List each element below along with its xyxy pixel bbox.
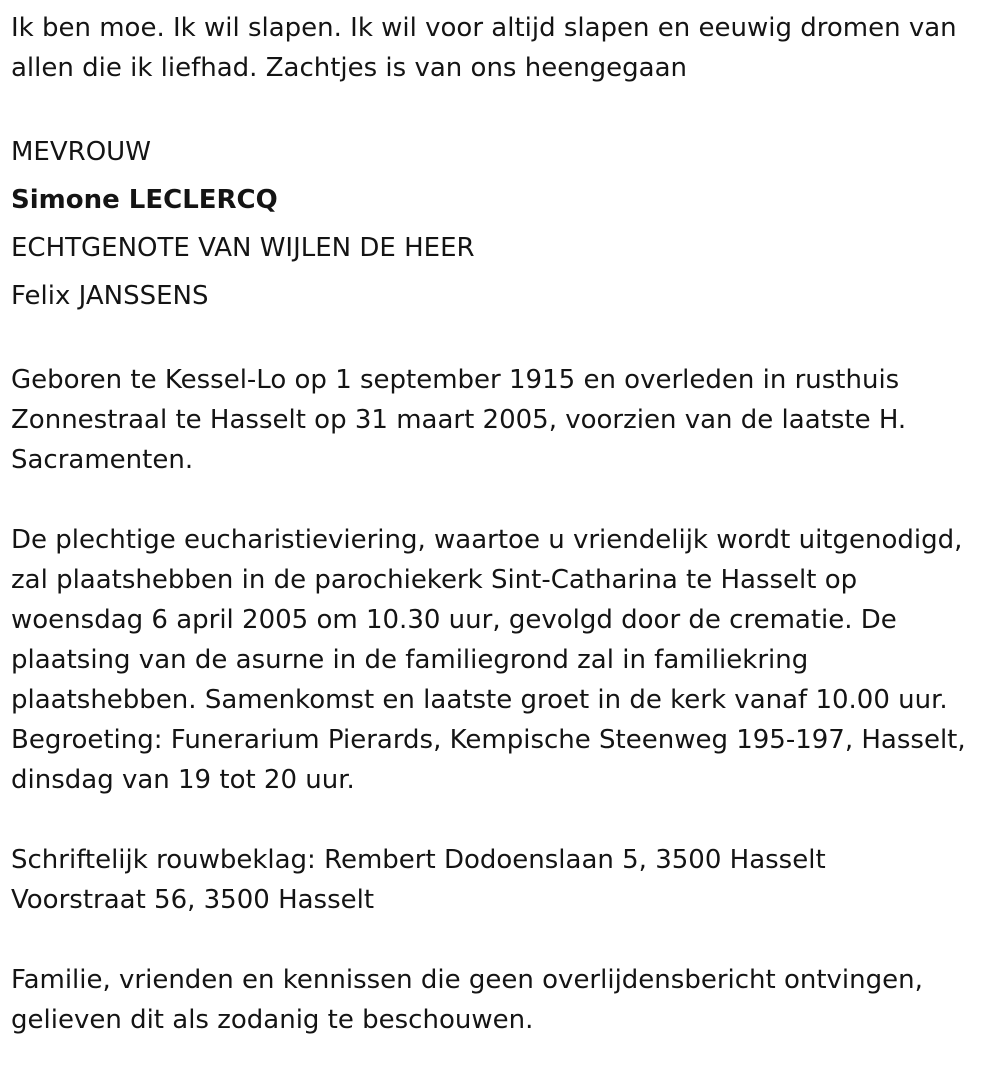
deceased-relation: ECHTGENOTE VAN WIJLEN DE HEER [11, 233, 475, 263]
condolences-line: Voorstraat 56, 3500 Hasselt [11, 885, 375, 915]
ceremony-line: zal plaatshebben in de parochiekerk Sint-Catharina te Hasselt op [11, 565, 858, 595]
deceased-title: MEVROUW [11, 137, 151, 167]
ceremony-line: plaatshebben. Samenkomst en laatste groet in de kerk vanaf 10.00 uur. [11, 685, 948, 715]
obituary-document [11, 8, 986, 1080]
spouse-name: Felix JANSSENS [11, 281, 209, 311]
ceremony-paragraph [11, 520, 986, 800]
birth-death-line: Geboren te Kessel-Lo op 1 september 1915 en overleden in rusthuis [11, 365, 900, 395]
ceremony-line: plaatsing van de asurne in de familiegrond zal in familiekring [11, 645, 809, 675]
intro-line: allen die ik liefhad. Zachtjes is van ons heengegaan [11, 53, 688, 83]
intro-paragraph [11, 8, 986, 88]
birth-death-paragraph [11, 360, 986, 480]
birth-death-line: Sacramenten. [11, 445, 194, 475]
ceremony-line: dinsdag van 19 tot 20 uur. [11, 765, 355, 795]
closing-line: Familie, vrienden en kennissen die geen overlijdensbericht ontvingen, [11, 965, 923, 995]
ceremony-line: woensdag 6 april 2005 om 10.30 uur, gevolgd door de crematie. De [11, 605, 897, 635]
closing-line: gelieven dit als zodanig te beschouwen. [11, 1005, 534, 1035]
deceased-block [11, 128, 986, 320]
ceremony-line: De plechtige eucharistieviering, waartoe u vriendelijk wordt uitgenodigd, [11, 525, 963, 555]
birth-death-line: Zonnestraal te Hasselt op 31 maart 2005, voorzien van de laatste H. [11, 405, 907, 435]
closing-paragraph [11, 960, 986, 1040]
intro-line: Ik ben moe. Ik wil slapen. Ik wil voor altijd slapen en eeuwig dromen van [11, 13, 957, 43]
condolences-paragraph [11, 840, 986, 920]
deceased-name: Simone LECLERCQ [11, 185, 278, 215]
ceremony-line: Begroeting: Funerarium Pierards, Kempische Steenweg 195-197, Hasselt, [11, 725, 966, 755]
condolences-line: Schriftelijk rouwbeklag: Rembert Dodoenslaan 5, 3500 Hasselt [11, 845, 826, 875]
